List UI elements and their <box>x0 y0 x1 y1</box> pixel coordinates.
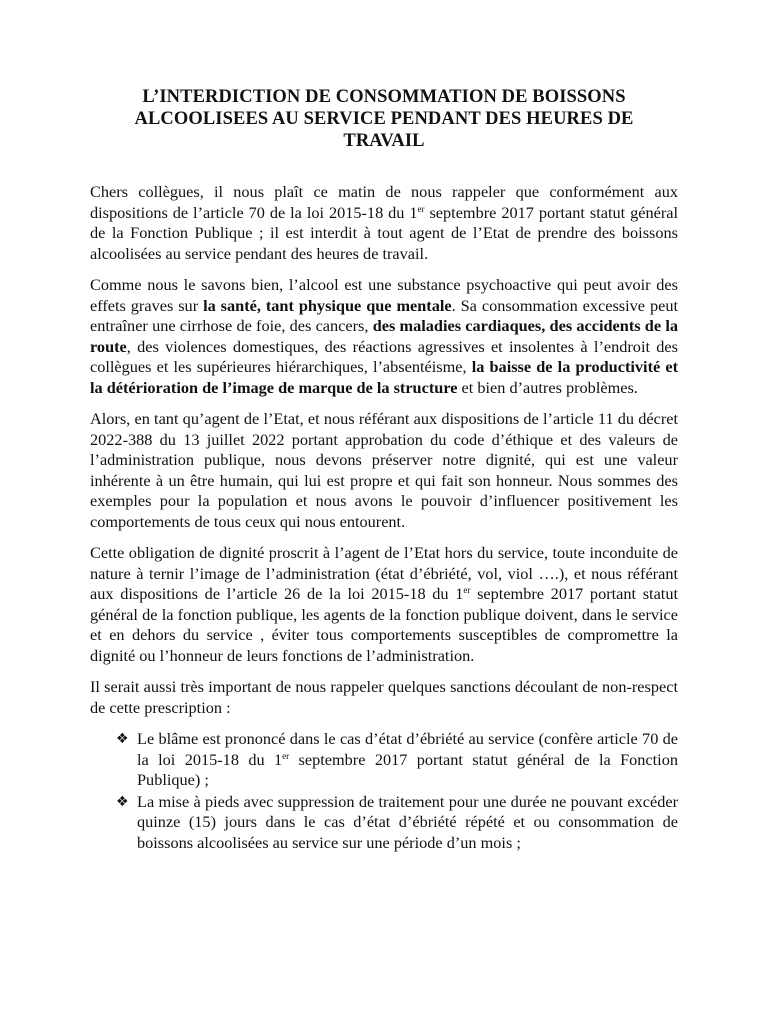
paragraph-intro-text-b: septembre 2017 portant statut général de la Fonction Publique ; il est interdit à tout agent de l’Etat de prendre des boissons alcoolisées au service pendant des heures de travail. <box>90 202 678 263</box>
paragraph-obligation-text-a: Cette obligation de dignité proscrit à l’agent de l’Etat hors du service, toute inconduite de nature à ternir l’image de l’administration (état d’ébriété, vol, viol ….), et nous référant aux dispositions de l’article 26 de la loi 2015-18 du 1 <box>90 543 678 603</box>
list-item-text-a: Le blâme est prononcé dans le cas d’état d’ébriété au service (confère article 70 de la loi 2015-18 du 1 <box>137 729 678 769</box>
title-line-1: L’INTERDICTION DE CONSOMMATION DE BOISSONS <box>142 87 626 107</box>
list-item-text-b: septembre 2017 portant statut général de la Fonction Publique) ; <box>137 749 678 789</box>
sanctions-list <box>90 729 678 853</box>
document-title <box>90 86 678 152</box>
superscript-er: er <box>463 585 471 595</box>
superscript-er: er <box>282 750 290 761</box>
superscript-er: er <box>417 203 425 214</box>
bold-diseases: des maladies cardiaques, des accidents de la route <box>90 316 678 356</box>
paragraph-effects-text-a: Comme nous le savons bien, l’alcool est une substance psychoactive qui peut avoir des effets graves sur <box>90 275 678 315</box>
paragraph-intro-text-a: Chers collègues, il nous plaît ce matin de nous rappeler que conformément aux dispositions de l’article 70 de la loi 2015-18 du 1 <box>90 182 678 222</box>
list-item-text: La mise à pieds avec suppression de traitement pour une durée ne pouvant excéder quinze (15) jours dans le cas d’état d’ébriété répété et ou consommation de boissons alcoolisées au service sur une période d’un mois ; <box>137 791 678 852</box>
paragraph-intro <box>90 182 678 264</box>
paragraph-effects-text-e: et bien d’autres problèmes. <box>457 377 638 397</box>
paragraph-dignity: Alors, en tant qu’agent de l’Etat, et nous référant aux dispositions de l’article 11 du décret 2022-388 du 13 juillet 2022 portant approbation du code d’éthique et des valeurs de l’administration publique, nous devons préserver notre dignité, qui est une valeur inhérente à un être humain, qui lui est propre et qui fait son honneur. Nous sommes des exemples pour la population et nous avons le pouvoir d’influencer positivement les comportements de tous ceux qui nous entourent. <box>90 409 678 531</box>
title-line-2: ALCOOLISEES AU SERVICE PENDANT DES HEURES DE <box>134 109 634 129</box>
document-body <box>90 182 678 854</box>
paragraph-effects-text-d: , des violences domestiques, des réactions agressives et insolentes à l’endroit des collègues et les supérieures hiérarchiques, l’absentéisme, <box>90 336 678 376</box>
diamond-bullet-icon: ❖ <box>116 793 129 810</box>
list-item <box>90 792 678 854</box>
paragraph-effects <box>90 275 678 398</box>
paragraph-obligation-text-b: septembre 2017 portant statut général de la fonction publique, les agents de la fonction publique doivent, dans le service et en dehors du service , éviter tous comportements susceptibles de compromettre la dignité ou l’honneur de leurs fonctions de l’administration. <box>90 584 678 665</box>
paragraph-sanctions-intro: Il serait aussi très important de nous rappeler quelques sanctions découlant de non-respect de cette prescription : <box>90 677 678 717</box>
bold-productivity: la baisse de la productivité et la détérioration de l’image de marque de la structure <box>90 357 679 397</box>
paragraph-obligation <box>90 543 678 666</box>
paragraph-effects-text-c: . Sa consommation excessive peut entraîner une cirrhose de foie, des cancers, <box>90 295 678 335</box>
title-line-3: TRAVAIL <box>343 131 425 151</box>
bold-health: la santé, tant physique que mentale <box>203 295 452 315</box>
list-item <box>90 729 678 791</box>
diamond-bullet-icon: ❖ <box>116 731 129 747</box>
